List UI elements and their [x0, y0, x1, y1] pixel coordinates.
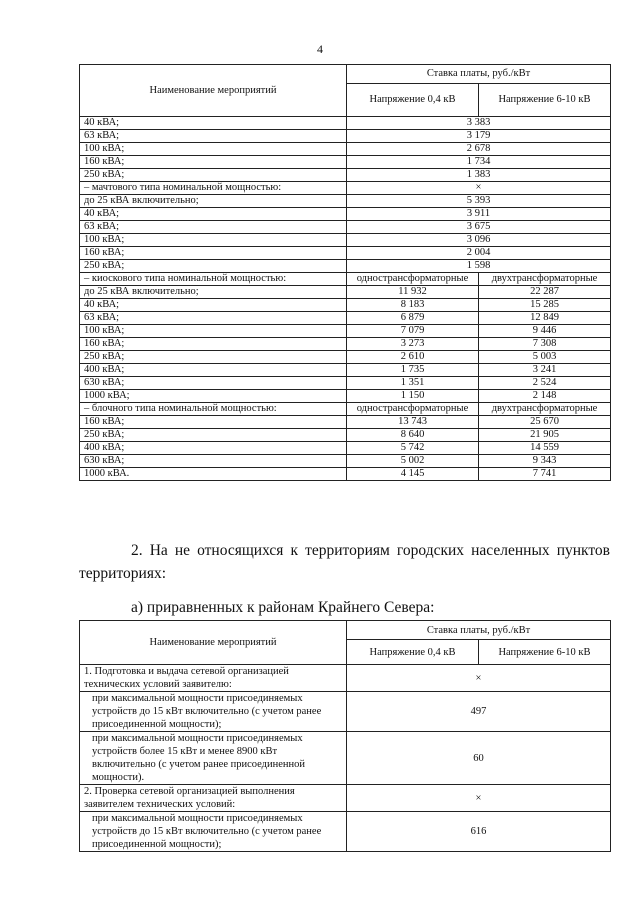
table-cell: 40 кВА;	[80, 299, 347, 312]
table-cell: 100 кВА;	[80, 234, 347, 247]
table-row	[80, 416, 611, 429]
table-cell: 3 911	[347, 208, 611, 221]
paragraph-2a: а) приравненных к районам Крайнего Севера:	[131, 599, 435, 616]
table-row	[80, 182, 611, 195]
table-cell: 8 183	[347, 299, 479, 312]
table-row	[80, 665, 611, 692]
table-cell: ×	[347, 665, 611, 692]
table-row	[80, 117, 611, 130]
table-cell: 100 кВА;	[80, 143, 347, 156]
table-cell: двухтрансформаторные	[479, 273, 611, 286]
table-cell: 616	[347, 812, 611, 852]
table-cell: 3 241	[479, 364, 611, 377]
table-row	[80, 208, 611, 221]
table-cell: 5 002	[347, 455, 479, 468]
table-cell: 3 096	[347, 234, 611, 247]
table-cell: 40 кВА;	[80, 117, 347, 130]
table-cell: 3 273	[347, 338, 479, 351]
table-cell: 5 742	[347, 442, 479, 455]
table-cell: 60	[347, 732, 611, 785]
table-cell: 40 кВА;	[80, 208, 347, 221]
table-cell: 9 446	[479, 325, 611, 338]
table-row	[80, 351, 611, 364]
table-cell: 7 079	[347, 325, 479, 338]
table-cell: 3 675	[347, 221, 611, 234]
table-cell: 2 678	[347, 143, 611, 156]
table-cell: однострансформаторные	[347, 403, 479, 416]
header-rate: Ставка платы, руб./кВт	[347, 621, 611, 640]
table-cell: 7 741	[479, 468, 611, 481]
table-cell: 2 148	[479, 390, 611, 403]
table-cell: при максимальной мощности присоединяемых устройств до 15 кВт включительно (с учетом ранее присоединенной мощности);	[80, 812, 347, 852]
table-cell: 1 383	[347, 169, 611, 182]
table-cell: 400 кВА;	[80, 364, 347, 377]
header-voltage-04: Напряжение 0,4 кВ	[347, 640, 479, 665]
table-row	[80, 692, 611, 732]
header-rate: Ставка платы, руб./кВт	[347, 65, 611, 84]
table-cell: 250 кВА;	[80, 260, 347, 273]
table-row	[80, 377, 611, 390]
table-cell: до 25 кВА включительно;	[80, 286, 347, 299]
table-cell: 100 кВА;	[80, 325, 347, 338]
table-cell: 497	[347, 692, 611, 732]
table-cell: ×	[347, 785, 611, 812]
table-row	[80, 732, 611, 785]
table-row	[80, 286, 611, 299]
table-row	[80, 273, 611, 286]
table-cell: однострансформаторные	[347, 273, 479, 286]
table-row	[80, 812, 611, 852]
table-cell: – киоскового типа номинальной мощностью:	[80, 273, 347, 286]
table-cell: двухтрансформаторные	[479, 403, 611, 416]
table-cell: 5 393	[347, 195, 611, 208]
table-cell: 5 003	[479, 351, 611, 364]
table-row	[80, 234, 611, 247]
table-cell: 250 кВА;	[80, 429, 347, 442]
page-number: 4	[317, 42, 323, 56]
table-row	[80, 312, 611, 325]
table-cell: 630 кВА;	[80, 455, 347, 468]
table-row	[80, 143, 611, 156]
table-row	[80, 455, 611, 468]
table-cell: 630 кВА;	[80, 377, 347, 390]
table-cell: 2. Проверка сетевой организацией выполнения заявителем технических условий:	[80, 785, 347, 812]
table-row	[80, 429, 611, 442]
table-row	[80, 195, 611, 208]
table-row	[80, 260, 611, 273]
table-cell: 25 670	[479, 416, 611, 429]
table-cell: 160 кВА;	[80, 247, 347, 260]
table-cell: 1 351	[347, 377, 479, 390]
table-cell: 4 145	[347, 468, 479, 481]
table-row	[80, 156, 611, 169]
table-cell: 2 610	[347, 351, 479, 364]
table-cell: 250 кВА;	[80, 169, 347, 182]
table-cell: 1 734	[347, 156, 611, 169]
table-cell: 3 383	[347, 117, 611, 130]
table-row	[80, 169, 611, 182]
table-cell: 2 524	[479, 377, 611, 390]
table-row	[80, 299, 611, 312]
table-row	[80, 468, 611, 481]
table-cell: 7 308	[479, 338, 611, 351]
table-row	[80, 325, 611, 338]
table-cell: 8 640	[347, 429, 479, 442]
table-cell: 6 879	[347, 312, 479, 325]
table-row	[80, 442, 611, 455]
table-row	[80, 338, 611, 351]
table-cell: 13 743	[347, 416, 479, 429]
table-cell: 250 кВА;	[80, 351, 347, 364]
table-cell: при максимальной мощности присоединяемых устройств до 15 кВт включительно (с учетом ранее присоединенной мощности);	[80, 692, 347, 732]
table-row	[80, 130, 611, 143]
table-cell: 1000 кВА;	[80, 390, 347, 403]
table-cell: 1 598	[347, 260, 611, 273]
table-cell: при максимальной мощности присоединяемых устройств более 15 кВт и менее 8900 кВт включительно (с учетом ранее присоединенной мощности).	[80, 732, 347, 785]
table-cell: 160 кВА;	[80, 416, 347, 429]
table-row	[80, 364, 611, 377]
table-row	[80, 403, 611, 416]
table-cell: 1. Подготовка и выдача сетевой организацией технических условий заявителю:	[80, 665, 347, 692]
table-cell: 21 905	[479, 429, 611, 442]
rate-table-1	[79, 64, 611, 481]
header-voltage-04: Напряжение 0,4 кВ	[347, 84, 479, 117]
table-cell: 160 кВА;	[80, 156, 347, 169]
table-cell: до 25 кВА включительно;	[80, 195, 347, 208]
table-row	[80, 390, 611, 403]
table-cell: 63 кВА;	[80, 130, 347, 143]
table-cell: 1 735	[347, 364, 479, 377]
header-voltage-610: Напряжение 6-10 кВ	[479, 640, 611, 665]
table-cell: 63 кВА;	[80, 312, 347, 325]
table-row	[80, 785, 611, 812]
header-name: Наименование мероприятий	[80, 621, 347, 665]
table-cell: – блочного типа номинальной мощностью:	[80, 403, 347, 416]
table-cell: 9 343	[479, 455, 611, 468]
table-cell: 22 287	[479, 286, 611, 299]
table-cell: 160 кВА;	[80, 338, 347, 351]
header-voltage-610: Напряжение 6-10 кВ	[479, 84, 611, 117]
table-cell: 11 932	[347, 286, 479, 299]
table-cell: 14 559	[479, 442, 611, 455]
table-cell: 1 150	[347, 390, 479, 403]
table-cell: 400 кВА;	[80, 442, 347, 455]
table-cell: 12 849	[479, 312, 611, 325]
table-cell: 15 285	[479, 299, 611, 312]
table-cell: 1000 кВА.	[80, 468, 347, 481]
table-cell: 3 179	[347, 130, 611, 143]
table-row	[80, 247, 611, 260]
table-row	[80, 221, 611, 234]
table-cell: – мачтового типа номинальной мощностью:	[80, 182, 347, 195]
paragraph-2: 2. На не относящихся к территориям городских населенных пунктов территориях:	[79, 542, 610, 582]
table-cell: 2 004	[347, 247, 611, 260]
header-name: Наименование мероприятий	[80, 65, 347, 117]
rate-table-2	[79, 620, 611, 852]
table-cell: ×	[347, 182, 611, 195]
table-cell: 63 кВА;	[80, 221, 347, 234]
